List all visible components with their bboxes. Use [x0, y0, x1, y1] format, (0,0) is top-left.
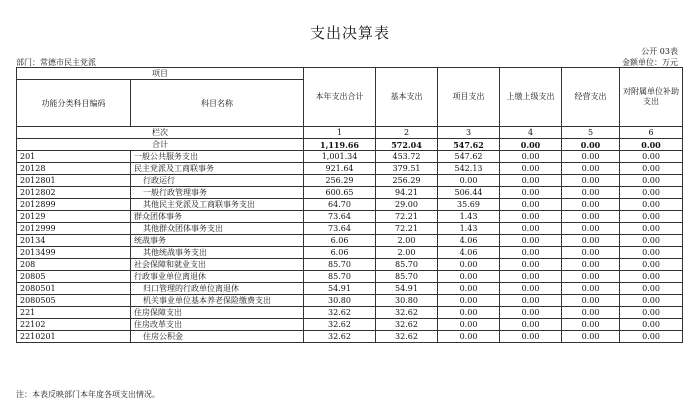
row-value: 0.00 [562, 307, 620, 319]
expenditure-table [16, 67, 683, 343]
row-value: 0.00 [500, 307, 562, 319]
row-value: 0.00 [500, 223, 562, 235]
row-value: 0.00 [438, 271, 500, 283]
row-value: 85.70 [376, 271, 438, 283]
row-code: 201 [17, 151, 131, 163]
row-value: 0.00 [500, 199, 562, 211]
header-col-total: 本年支出合计 [304, 68, 376, 127]
table-row [17, 211, 683, 223]
row-code: 221 [17, 307, 131, 319]
table-row [17, 235, 683, 247]
department-label: 部门：常德市民主党派 [16, 58, 96, 67]
row-code: 2080501 [17, 283, 131, 295]
row-code: 20805 [17, 271, 131, 283]
row-value: 72.21 [376, 211, 438, 223]
row-value: 0.00 [500, 163, 562, 175]
row-value: 0.00 [562, 235, 620, 247]
row-value: 29.00 [376, 199, 438, 211]
total-row [17, 139, 683, 151]
row-value: 0.00 [438, 331, 500, 343]
row-code: 20134 [17, 235, 131, 247]
row-name: 行政事业单位离退休 [131, 271, 304, 283]
row-name: 社会保障和就业支出 [131, 259, 304, 271]
row-value: 32.62 [304, 331, 376, 343]
row-value: 0.00 [620, 307, 683, 319]
row-value: 32.62 [304, 319, 376, 331]
total-cell: 572.04 [376, 139, 438, 151]
row-value: 0.00 [500, 247, 562, 259]
row-name: 一般行政管理事务 [131, 187, 304, 199]
row-value: 2.00 [376, 235, 438, 247]
total-cell: 0.00 [562, 139, 620, 151]
row-value: 0.00 [562, 331, 620, 343]
row-code: 2012899 [17, 199, 131, 211]
table-row [17, 319, 683, 331]
row-name: 其他统战事务支出 [131, 247, 304, 259]
row-value: 0.00 [438, 295, 500, 307]
row-value: 1.43 [438, 211, 500, 223]
row-value: 0.00 [620, 283, 683, 295]
row-name: 其他群众团体事务支出 [131, 223, 304, 235]
row-value: 0.00 [438, 175, 500, 187]
row-code: 22102 [17, 319, 131, 331]
row-value: 256.29 [376, 175, 438, 187]
row-value: 542.13 [438, 163, 500, 175]
row-value: 32.62 [376, 331, 438, 343]
row-value: 0.00 [500, 187, 562, 199]
row-value: 0.00 [620, 187, 683, 199]
row-value: 0.00 [438, 283, 500, 295]
row-value: 0.00 [562, 223, 620, 235]
unit-label: 金额单位：万元 [622, 58, 678, 67]
index-label: 栏次 [17, 127, 304, 139]
row-value: 0.00 [438, 319, 500, 331]
row-value: 0.00 [620, 319, 683, 331]
total-cell: 0.00 [500, 139, 562, 151]
row-value: 0.00 [438, 259, 500, 271]
row-value: 0.00 [438, 307, 500, 319]
row-value: 0.00 [620, 151, 683, 163]
row-value: 35.69 [438, 199, 500, 211]
row-value: 54.91 [376, 283, 438, 295]
row-value: 6.06 [304, 247, 376, 259]
row-value: 0.00 [620, 199, 683, 211]
index-row [17, 127, 683, 139]
table-row [17, 271, 683, 283]
row-value: 0.00 [562, 283, 620, 295]
row-value: 600.65 [304, 187, 376, 199]
row-value: 2.00 [376, 247, 438, 259]
row-value: 1.43 [438, 223, 500, 235]
row-name: 归口管理的行政单位离退休 [131, 283, 304, 295]
header-col-operating: 经营支出 [562, 68, 620, 127]
row-code: 2012802 [17, 187, 131, 199]
form-code: 公开 03表 [641, 47, 678, 56]
row-value: 0.00 [620, 223, 683, 235]
row-value: 0.00 [562, 151, 620, 163]
row-name: 一般公共服务支出 [131, 151, 304, 163]
row-value: 85.70 [376, 259, 438, 271]
row-value: 32.62 [304, 307, 376, 319]
row-value: 0.00 [620, 175, 683, 187]
row-value: 547.62 [438, 151, 500, 163]
row-value: 73.64 [304, 211, 376, 223]
row-value: 0.00 [562, 319, 620, 331]
total-cell: 0.00 [620, 139, 683, 151]
total-label: 合计 [17, 139, 304, 151]
row-value: 0.00 [500, 319, 562, 331]
row-name: 其他民主党派及工商联事务支出 [131, 199, 304, 211]
table-row [17, 295, 683, 307]
row-value: 0.00 [500, 175, 562, 187]
table-row [17, 307, 683, 319]
row-code: 2012801 [17, 175, 131, 187]
total-cell: 547.62 [438, 139, 500, 151]
row-value: 921.64 [304, 163, 376, 175]
row-value: 1,001.34 [304, 151, 376, 163]
table-row [17, 199, 683, 211]
table-note: 注：本表反映部门本年度各项支出情况。 [16, 390, 160, 399]
header-col-basic: 基本支出 [376, 68, 438, 127]
row-value: 54.91 [304, 283, 376, 295]
row-value: 0.00 [562, 187, 620, 199]
row-value: 4.06 [438, 235, 500, 247]
row-value: 6.06 [304, 235, 376, 247]
row-value: 0.00 [562, 271, 620, 283]
table-row [17, 151, 683, 163]
row-name: 住房公积金 [131, 331, 304, 343]
row-code: 20128 [17, 163, 131, 175]
row-code: 20129 [17, 211, 131, 223]
row-value: 72.21 [376, 223, 438, 235]
header-col-subsidy: 对附属单位补助支出 [620, 68, 683, 127]
row-name: 住房保障支出 [131, 307, 304, 319]
row-value: 379.51 [376, 163, 438, 175]
row-code: 2080505 [17, 295, 131, 307]
row-name: 民主党派及工商联事务 [131, 163, 304, 175]
row-value: 0.00 [620, 163, 683, 175]
row-value: 0.00 [500, 331, 562, 343]
row-value: 30.80 [376, 295, 438, 307]
table-row [17, 283, 683, 295]
row-value: 32.62 [376, 319, 438, 331]
table-row [17, 223, 683, 235]
header-row-group [17, 68, 683, 80]
index-cell: 1 [304, 127, 376, 139]
row-value: 85.70 [304, 259, 376, 271]
row-name: 群众团体事务 [131, 211, 304, 223]
index-cell: 3 [438, 127, 500, 139]
index-cell: 2 [376, 127, 438, 139]
row-value: 453.72 [376, 151, 438, 163]
row-value: 0.00 [562, 211, 620, 223]
index-cell: 4 [500, 127, 562, 139]
row-code: 2012999 [17, 223, 131, 235]
row-code: 2013499 [17, 247, 131, 259]
row-value: 0.00 [620, 211, 683, 223]
row-name: 行政运行 [131, 175, 304, 187]
row-value: 0.00 [620, 247, 683, 259]
row-value: 0.00 [500, 151, 562, 163]
header-code: 功能分类科目编码 [17, 80, 131, 127]
index-cell: 6 [620, 127, 683, 139]
row-value: 64.70 [304, 199, 376, 211]
row-name: 住房改革支出 [131, 319, 304, 331]
row-value: 0.00 [562, 163, 620, 175]
row-value: 85.70 [304, 271, 376, 283]
row-code: 2210201 [17, 331, 131, 343]
row-value: 0.00 [562, 259, 620, 271]
header-name: 科目名称 [131, 80, 304, 127]
row-value: 0.00 [500, 271, 562, 283]
total-cell: 1,119.66 [304, 139, 376, 151]
row-value: 0.00 [562, 199, 620, 211]
row-name: 机关事业单位基本养老保险缴费支出 [131, 295, 304, 307]
header-col-remit: 上缴上级支出 [500, 68, 562, 127]
table-row [17, 175, 683, 187]
row-value: 0.00 [500, 211, 562, 223]
row-value: 0.00 [500, 259, 562, 271]
row-value: 0.00 [562, 295, 620, 307]
table-row [17, 187, 683, 199]
row-value: 256.29 [304, 175, 376, 187]
table-row [17, 331, 683, 343]
row-value: 0.00 [562, 247, 620, 259]
row-code: 208 [17, 259, 131, 271]
row-value: 0.00 [500, 283, 562, 295]
table-row [17, 259, 683, 271]
row-name: 统战事务 [131, 235, 304, 247]
page-title: 支出决算表 [309, 24, 390, 42]
row-value: 32.62 [376, 307, 438, 319]
row-value: 506.44 [438, 187, 500, 199]
table-row [17, 163, 683, 175]
header-col-project: 项目支出 [438, 68, 500, 127]
table-row [17, 247, 683, 259]
row-value: 0.00 [620, 259, 683, 271]
row-value: 0.00 [620, 331, 683, 343]
row-value: 94.21 [376, 187, 438, 199]
row-value: 0.00 [562, 175, 620, 187]
header-group-project: 项目 [17, 68, 304, 80]
row-value: 0.00 [620, 271, 683, 283]
row-value: 0.00 [500, 295, 562, 307]
index-cell: 5 [562, 127, 620, 139]
row-value: 4.06 [438, 247, 500, 259]
row-value: 0.00 [620, 235, 683, 247]
row-value: 30.80 [304, 295, 376, 307]
row-value: 73.64 [304, 223, 376, 235]
row-value: 0.00 [500, 235, 562, 247]
row-value: 0.00 [620, 295, 683, 307]
